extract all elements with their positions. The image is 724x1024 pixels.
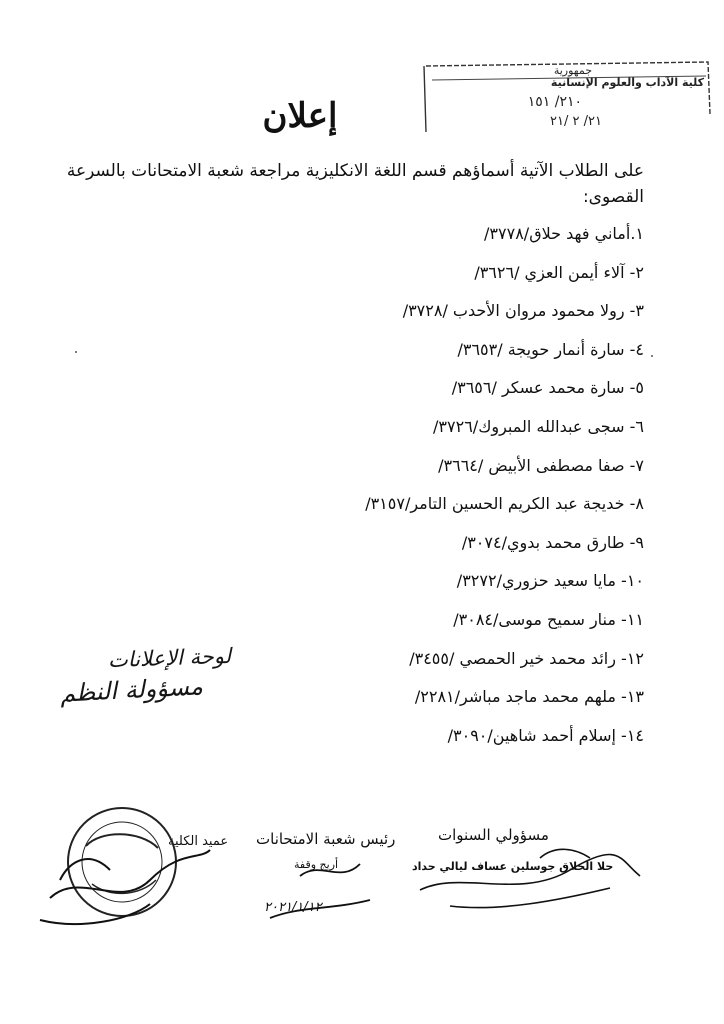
stamp-line-3: ٢١٠/ ١٥١ (527, 94, 582, 110)
dean-signature-scribble (40, 850, 210, 924)
list-item: ١١- منار سميح موسى/٣٠٨٤/ (453, 609, 644, 629)
stamp-line-2: كلية الآداب والعلوم الإنسانية (550, 76, 704, 89)
handwritten-note-line-2: مسؤولة النظم (59, 672, 204, 708)
years-officer-names: حلا الحلاق جوسلين عساف ليالي حداد (412, 860, 614, 873)
list-item: ١٣- ملهم محمد ماجد مباشر/٢٢٨١/ (414, 687, 644, 707)
list-item: ٥- سارة محمد عسكر /٣٦٥٦/ (451, 378, 644, 398)
stamp-line-4: ٢١/ ٢ /٢١ (550, 114, 602, 129)
list-item: ١٠- مايا سعيد حزوري/٣٢٧٢/ (456, 571, 644, 591)
exams-head-date: ٢٠٢١/١/١٢ (264, 900, 322, 915)
list-item: ٣- رولا محمود مروان الأحدب /٣٧٢٨/ (402, 301, 644, 321)
list-item: ١٢- رائد محمد خير الحمصي /٣٤٥٥/ (409, 648, 644, 668)
speck-mark (75, 351, 77, 353)
receipt-stamp (420, 58, 712, 134)
list-item: ٦- سجى عبدالله المبروك/٣٧٢٦/ (433, 416, 644, 436)
list-item: ١.أماني فهد حلاق/٣٧٧٨/ (484, 224, 644, 243)
intro-paragraph: على الطلاب الآتية أسماؤهم قسم اللغة الانكليزية مراجعة شعبة الامتحانات بالسرعة القصوى: (66, 161, 644, 207)
list-item: ٧- صفا مصطفى الأبيض /٣٦٦٤/ (438, 455, 644, 475)
years-officer-signature (420, 849, 640, 907)
list-item: ٩- طارق محمد بدوي/٣٠٧٤/ (461, 532, 644, 552)
speck-mark (651, 355, 653, 357)
handwritten-note-line-1: لوحة الإعلانات (107, 643, 232, 673)
list-item: ٨- خديجة عبد الكريم الحسين التامر/٣١٥٧/ (365, 494, 644, 514)
exams-head-name: أريج وقفة (294, 858, 339, 871)
dean-seal (68, 808, 176, 916)
list-item: ٢- آلاء أيمن العزي /٣٦٢٦/ (474, 262, 644, 282)
list-item: ١٤- إسلام أحمد شاهين/٣٠٩٠/ (447, 725, 644, 745)
student-list (144, 222, 644, 762)
page-title: إعلان (262, 96, 338, 136)
years-officer-label: مسؤولي السنوات (438, 826, 549, 844)
exams-head-label: رئيس شعبة الامتحانات (256, 830, 396, 848)
dean-label: عميد الكلية (168, 834, 229, 849)
stamp-line-1: جمهورية (553, 64, 592, 77)
list-item: ٤- سارة أنمار حويجة /٣٦٥٣/ (457, 339, 644, 359)
